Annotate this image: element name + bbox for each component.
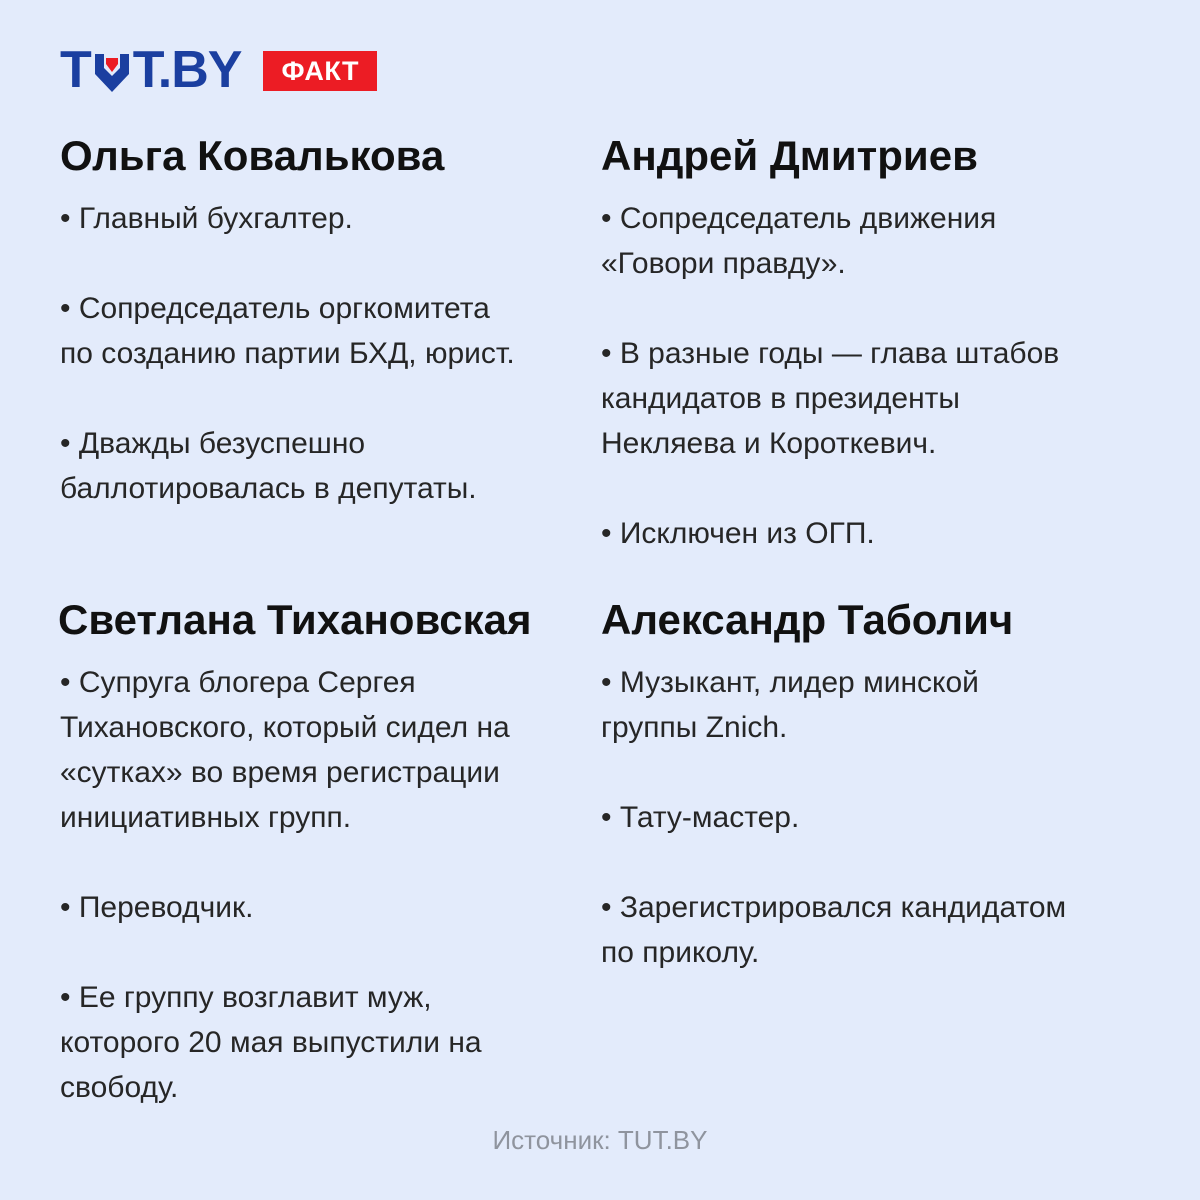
fact-list [601, 196, 1121, 556]
fact-item: • Ее группу возглавит муж, которого 20 мая выпустили на свободу. [60, 981, 482, 1104]
logo-text: T.BY [132, 41, 242, 99]
tutby-logo[interactable] [60, 41, 242, 99]
candidate-card-tikhanovskaya [58, 594, 578, 1155]
heart-u-icon [92, 50, 132, 90]
fact-list [58, 660, 578, 1110]
fact-item: • Супруга блогера Сергея Тихановского, который сидел на «сутках» во время регистрации инициативных групп. [60, 666, 510, 834]
fact-item: • Зарегистрировался кандидатом по приколу. [601, 891, 1067, 969]
header [60, 41, 377, 99]
candidate-name: Светлана Тихановская [58, 596, 532, 643]
fact-item: • Переводчик. [60, 891, 254, 924]
fact-item: • В разные годы — глава штабов кандидатов в президенты Некляева и Короткевич. [601, 337, 1060, 460]
candidate-name: Андрей Дмитриев [601, 132, 978, 179]
fact-item: • Дважды безуспешно баллотировалась в депутаты. [60, 427, 477, 505]
fact-item: • Главный бухгалтер. [60, 202, 353, 235]
fact-item: • Музыкант, лидер минской группы Znich. [601, 666, 979, 744]
candidate-name: Александр Таболич [601, 596, 1014, 643]
candidate-card-dmitriev [601, 130, 1121, 601]
fact-item: • Тату-мастер. [601, 801, 800, 834]
fact-list [60, 196, 580, 511]
fact-item: • Исключен из ОГП. [601, 517, 875, 550]
candidate-name: Ольга Ковалькова [60, 132, 445, 179]
fact-item: • Сопредседатель движения «Говори правду». [601, 202, 997, 280]
candidate-card-tabolich [601, 594, 1121, 1020]
fact-item: • Сопредседатель оргкомитета по созданию партии БХД, юрист. [60, 292, 515, 370]
fact-badge: ФАКТ [263, 51, 377, 91]
candidate-card-kovalkova [60, 130, 580, 556]
logo-letter-t: T [60, 41, 91, 99]
source-caption: Источник: TUT.BY [492, 1125, 708, 1155]
fact-list [601, 660, 1121, 975]
